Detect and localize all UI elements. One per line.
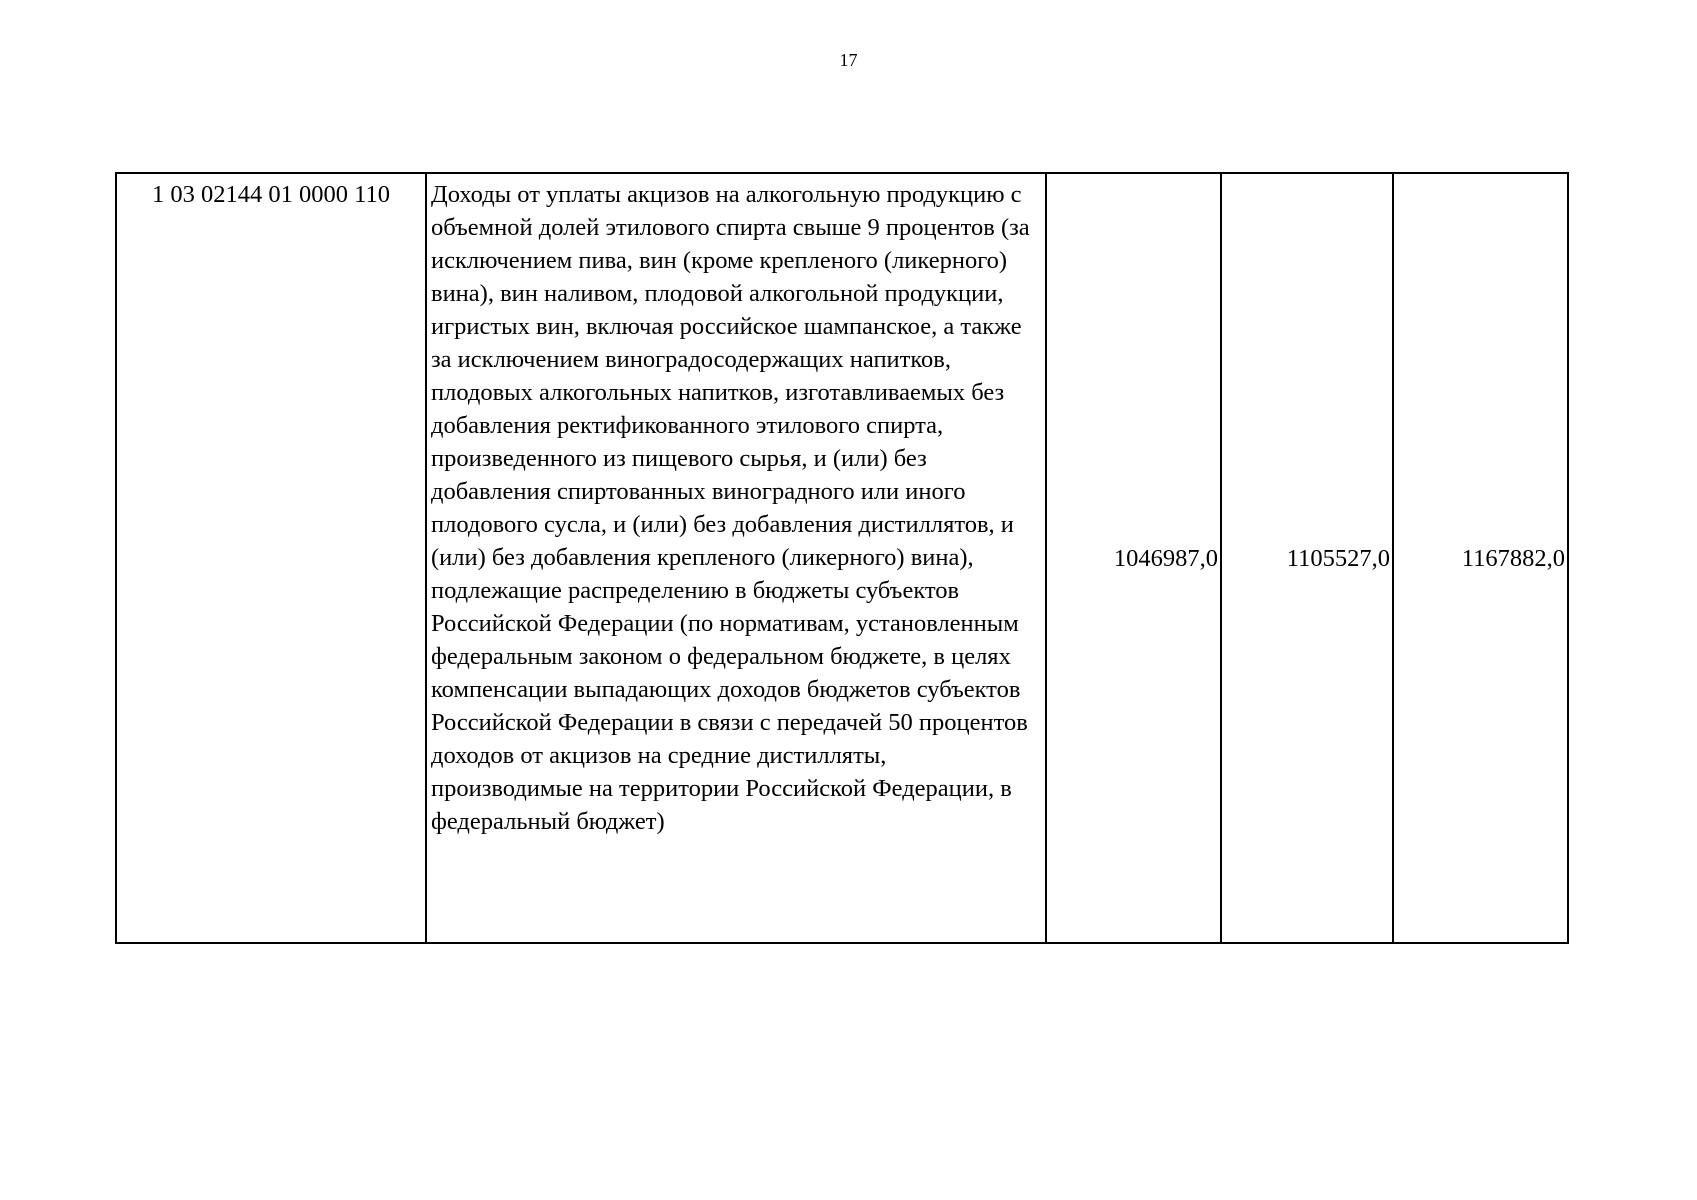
amount-year-3-cell: 1167882,0 (1393, 173, 1568, 943)
amount-year-2-cell: 1105527,0 (1221, 173, 1393, 943)
revenue-description-cell: Доходы от уплаты акцизов на алкогольную продукцию с объемной долей этилового спирта свыше 9 процентов (за исключением пива, вин (кроме крепленого (ликерного) вина), вин наливом, плодовой алкогольной продукции, игристых вин, включая российское шампанское, а также за исключением виноградосодержащих напитков, плодовых алкогольных напитков, изготавливаемых без добавления ректификованного этилового спирта, произведенного из пищевого сырья, и (или) без добавления спиртованных виноградного или иного плодового сусла, и (или) без добавления дистиллятов, и (или) без добавления крепленого (ликерного) вина), подлежащие распределению в бюджеты субъектов Российской Федерации (по нормативам, установленным федеральным законом о федеральном бюджете, в целях компенсации выпадающих доходов бюджетов субъектов Российской Федерации в связи с передачей 50 процентов доходов от акцизов на средние дистилляты, производимые на территории Российской Федерации, в федеральный бюджет) (426, 173, 1046, 943)
budget-code-cell: 1 03 02144 01 0000 110 (116, 173, 426, 943)
amount-year-1-cell: 1046987,0 (1046, 173, 1221, 943)
page-number: 17 (839, 50, 858, 70)
revenue-table (115, 172, 1569, 944)
table-row (116, 173, 1568, 943)
